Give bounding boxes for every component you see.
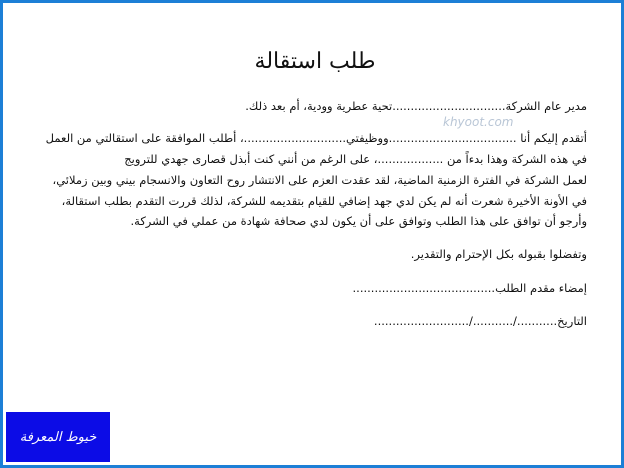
body-line-5: وأرجو أن توافق على هذا الطلب وتوافق على أن يكون لدي صحافة شهادة من عملي في الشركة. xyxy=(130,214,587,228)
body-line-2: في هذه الشركة وهذا بدءاً من ..................، على الرغم من أنني كنت أبذل قصارى جهدي للترويج xyxy=(124,152,587,166)
body-line-1: أتقدم إليكم أنا ...................................ووظيفتي............................، أطلب الموافقة على استقالتي من العمل xyxy=(45,131,587,145)
document-page xyxy=(43,43,587,433)
body-line-3: لعمل الشركة في الفترة الزمنية الماضية، لقد عقدت العزم على الانتشار روح التعاون والانسجام بيني وبين زملائي، xyxy=(52,173,587,187)
body-line-4: في الأونة الأخيرة شعرت أنه لم يكن لدي جهد إضافي للقيام بتقديمه للشركة، لذلك قررت التقدم بطلب استقالة، xyxy=(61,194,587,208)
logo-text: خيوط المعرفة xyxy=(19,429,97,445)
closing-line: وتفضلوا بقبوله بكل الإحترام والتقدير. xyxy=(410,247,587,261)
signature-line: إمضاء مقدم الطلب....................................... xyxy=(352,281,587,295)
date-line: التاريخ.........../.........../.......................... xyxy=(373,314,587,328)
site-logo xyxy=(6,412,110,462)
document-title: طلب استقالة xyxy=(254,49,376,74)
greeting-line: مدير عام الشركة...............................تحية عطرية وودية، أم بعد ذلك. xyxy=(245,99,587,113)
watermark: khyoot.com xyxy=(443,115,514,129)
